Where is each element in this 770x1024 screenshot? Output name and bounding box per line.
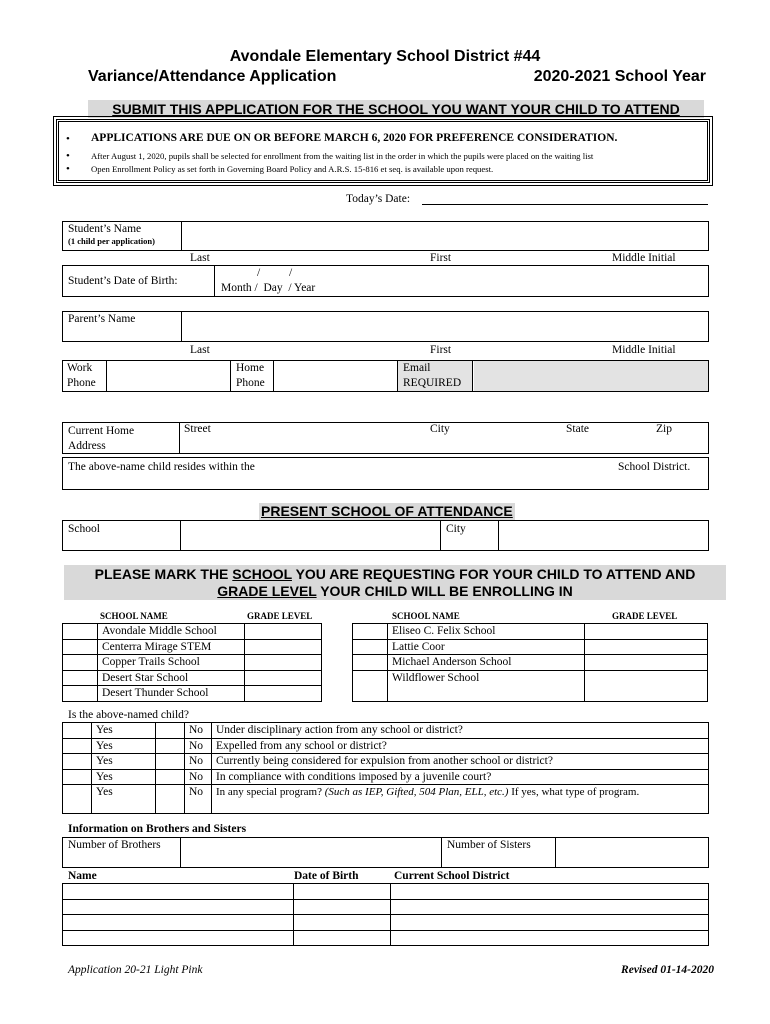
school-row: [63, 686, 322, 702]
address-street-caption: Street: [184, 423, 211, 435]
right-school-table: [352, 623, 708, 702]
yes-label: Yes: [92, 754, 156, 770]
request-heading-text-a: PLEASE MARK THE: [94, 566, 233, 582]
left-school-table: [62, 623, 322, 702]
grade-level-input[interactable]: [585, 639, 708, 655]
present-school-heading: PRESENT SCHOOL OF ATTENDANCE: [261, 503, 513, 519]
bullet-icon: •: [66, 133, 70, 145]
no-checkbox[interactable]: [156, 723, 185, 739]
school-year: 2020-2021 School Year: [533, 68, 706, 85]
email-input[interactable]: [474, 361, 708, 391]
email-required: REQUIRED: [403, 377, 462, 389]
no-label: No: [185, 769, 212, 785]
sibling-dob-header: Date of Birth: [294, 870, 359, 882]
school-checkbox[interactable]: [63, 670, 98, 686]
grade-level-input[interactable]: [245, 655, 322, 671]
no-label: No: [185, 785, 212, 814]
school-name: Lattie Coor: [388, 639, 585, 655]
address-state-caption: State: [566, 423, 589, 435]
sibling-name-input[interactable]: [63, 884, 294, 900]
school-checkbox[interactable]: [63, 639, 98, 655]
right-col-school-header: SCHOOL NAME: [392, 611, 460, 621]
brothers-input[interactable]: [182, 838, 440, 867]
question-row: [63, 738, 709, 754]
school-name: Michael Anderson School: [388, 655, 585, 671]
school-checkbox[interactable]: [353, 624, 388, 640]
question-row: [63, 723, 709, 739]
sibling-district-input[interactable]: [391, 884, 709, 900]
questions-table: [62, 722, 709, 814]
student-middle-caption: Middle Initial: [612, 252, 676, 264]
left-col-grade-header: GRADE LEVEL: [247, 611, 313, 621]
request-heading-line1: [64, 565, 726, 583]
yes-label: Yes: [92, 769, 156, 785]
yes-label: Yes: [92, 723, 156, 739]
student-last-caption: Last: [190, 252, 210, 264]
sisters-input[interactable]: [557, 838, 708, 867]
request-heading-text-c: YOUR CHILD WILL BE ENROLLING IN: [316, 583, 573, 599]
sisters-label: Number of Sisters: [447, 839, 531, 851]
no-checkbox[interactable]: [156, 738, 185, 754]
student-name-label: Student’s Name: [68, 223, 142, 235]
resides-text: The above-name child resides within the: [68, 461, 255, 473]
school-row: [63, 639, 322, 655]
parent-last-caption: Last: [190, 344, 210, 356]
no-checkbox[interactable]: [156, 769, 185, 785]
school-name: Centerra Mirage STEM: [98, 639, 245, 655]
student-first-caption: First: [430, 252, 452, 264]
footer-revised-date: Revised 01-14-2020: [621, 964, 714, 976]
school-name: Avondale Middle School: [98, 624, 245, 640]
address-zip-caption: Zip: [656, 423, 672, 435]
notice-bullet-1: APPLICATIONS ARE DUE ON OR BEFORE MARCH 6, 2020 FOR PREFERENCE CONSIDERATION.: [91, 132, 618, 144]
student-name-note: (1 child per application): [68, 236, 155, 246]
form-title: Variance/Attendance Application: [88, 68, 337, 85]
address-city-caption: City: [430, 423, 450, 435]
sibling-dob-input[interactable]: [294, 899, 391, 915]
student-name-input[interactable]: [183, 222, 708, 250]
sibling-district-input[interactable]: [391, 899, 709, 915]
school-row: [353, 655, 708, 671]
special-program-examples: (Such as IEP, Gifted, 504 Plan, ELL, etc.): [324, 786, 509, 798]
yes-checkbox[interactable]: [63, 738, 92, 754]
sibling-row: [63, 915, 709, 931]
bullet-icon: •: [66, 163, 70, 175]
grade-level-input[interactable]: [585, 624, 708, 640]
yes-checkbox[interactable]: [63, 769, 92, 785]
notice-bullet-2: After August 1, 2020, pupils shall be selected for enrollment from the waiting list in the order in which the pupils were placed on the waiting list: [91, 151, 594, 161]
sibling-district-header: Current School District: [394, 870, 510, 882]
submit-banner: SUBMIT THIS APPLICATION FOR THE SCHOOL YOU WANT YOUR CHILD TO ATTEND: [88, 100, 704, 118]
yes-checkbox[interactable]: [63, 723, 92, 739]
footer-form-id: Application 20-21 Light Pink: [68, 964, 203, 976]
todays-date-field[interactable]: [422, 204, 708, 205]
dob-input[interactable]: [216, 266, 708, 296]
special-program-text-b: If yes, what type of program.: [508, 786, 640, 798]
school-row: [63, 655, 322, 671]
district-title: Avondale Elementary School District #44: [229, 48, 541, 65]
notice-bullet-3: Open Enrollment Policy as set forth in Governing Board Policy and A.R.S. 15-816 et seq. is available upon request.: [91, 164, 494, 174]
sibling-row: [63, 899, 709, 915]
yes-label: Yes: [92, 785, 156, 814]
parent-first-caption: First: [430, 344, 452, 356]
request-heading-grade: GRADE LEVEL: [217, 583, 317, 599]
request-heading-line2: [64, 582, 726, 600]
question-row: [63, 769, 709, 785]
home-phone-input[interactable]: [275, 361, 397, 391]
left-col-school-header: SCHOOL NAME: [100, 611, 168, 621]
school-name: Copper Trails School: [98, 655, 245, 671]
present-school-label: School: [68, 523, 100, 535]
yes-label: Yes: [92, 738, 156, 754]
school-checkbox[interactable]: [353, 655, 388, 671]
parent-middle-caption: Middle Initial: [612, 344, 676, 356]
present-school-input[interactable]: [182, 521, 440, 550]
work-phone-input[interactable]: [108, 361, 230, 391]
question-text: Expelled from any school or district?: [212, 738, 709, 754]
sibling-district-input[interactable]: [391, 930, 709, 946]
request-heading-text-b: YOU ARE REQUESTING FOR YOUR CHILD TO ATTEND AND: [291, 566, 696, 582]
no-checkbox[interactable]: [156, 785, 185, 814]
address-input[interactable]: [181, 436, 708, 453]
siblings-table: [62, 883, 709, 946]
notice-box: [56, 119, 710, 183]
yes-checkbox[interactable]: [63, 785, 92, 814]
sibling-dob-input[interactable]: [294, 884, 391, 900]
dob-format: Month / Day / Year: [221, 282, 316, 294]
sibling-dob-input[interactable]: [294, 930, 391, 946]
school-name: Wildflower School: [388, 670, 585, 701]
grade-level-input[interactable]: [585, 670, 708, 701]
school-row: [63, 624, 322, 640]
sibling-name-input[interactable]: [63, 899, 294, 915]
question-text: Under disciplinary action from any school or district?: [212, 723, 709, 739]
district-input[interactable]: [276, 458, 612, 489]
dob-slashes: / /: [257, 267, 293, 279]
school-row: [353, 624, 708, 640]
question-text: In compliance with conditions imposed by a juvenile court?: [212, 769, 709, 785]
work-phone-label: Work Phone: [67, 362, 96, 389]
right-col-grade-header: GRADE LEVEL: [612, 611, 678, 621]
questions-intro: Is the above-named child?: [68, 709, 190, 721]
sibling-row: [63, 884, 709, 900]
bullet-icon: •: [66, 150, 70, 162]
question-row: [63, 754, 709, 770]
no-label: No: [185, 723, 212, 739]
present-city-label: City: [446, 523, 466, 535]
school-checkbox[interactable]: [63, 624, 98, 640]
email-label: Email: [403, 362, 431, 374]
school-checkbox[interactable]: [63, 655, 98, 671]
grade-level-input[interactable]: [585, 655, 708, 671]
school-row: [63, 670, 322, 686]
parent-name-label: Parent’s Name: [68, 313, 136, 325]
school-row: [353, 670, 708, 701]
sibling-name-header: Name: [68, 870, 97, 882]
question-row: [63, 785, 709, 814]
grade-level-input[interactable]: [245, 624, 322, 640]
question-text-special-program: [212, 785, 709, 814]
yes-checkbox[interactable]: [63, 754, 92, 770]
grade-level-input[interactable]: [245, 686, 322, 702]
special-program-text-a: In any special program?: [216, 786, 325, 798]
sibling-name-input[interactable]: [63, 930, 294, 946]
school-checkbox[interactable]: [63, 686, 98, 702]
no-label: No: [185, 738, 212, 754]
school-name: Eliseo C. Felix School: [388, 624, 585, 640]
sibling-row: [63, 930, 709, 946]
brothers-label: Number of Brothers: [68, 839, 161, 851]
question-text: Currently being considered for expulsion from another school or district?: [212, 754, 709, 770]
grade-level-input[interactable]: [245, 639, 322, 655]
dob-label: Student’s Date of Birth:: [68, 275, 178, 287]
sibling-dob-input[interactable]: [294, 915, 391, 931]
home-phone-label: Home Phone: [236, 362, 265, 389]
school-name: Desert Thunder School: [98, 686, 245, 702]
request-heading-school: SCHOOL: [232, 566, 292, 582]
school-checkbox[interactable]: [353, 639, 388, 655]
school-name: Desert Star School: [98, 670, 245, 686]
address-label: Current Home Address: [68, 425, 135, 452]
grade-level-input[interactable]: [245, 670, 322, 686]
siblings-heading: Information on Brothers and Sisters: [68, 823, 247, 835]
no-label: No: [185, 754, 212, 770]
school-row: [353, 639, 708, 655]
parent-name-input[interactable]: [183, 312, 708, 341]
sibling-name-input[interactable]: [63, 915, 294, 931]
todays-date-label: Today’s Date:: [346, 193, 411, 205]
school-checkbox[interactable]: [353, 670, 388, 701]
no-checkbox[interactable]: [156, 754, 185, 770]
sibling-district-input[interactable]: [391, 915, 709, 931]
school-district-text: School District.: [618, 461, 691, 473]
present-city-input[interactable]: [500, 521, 708, 550]
